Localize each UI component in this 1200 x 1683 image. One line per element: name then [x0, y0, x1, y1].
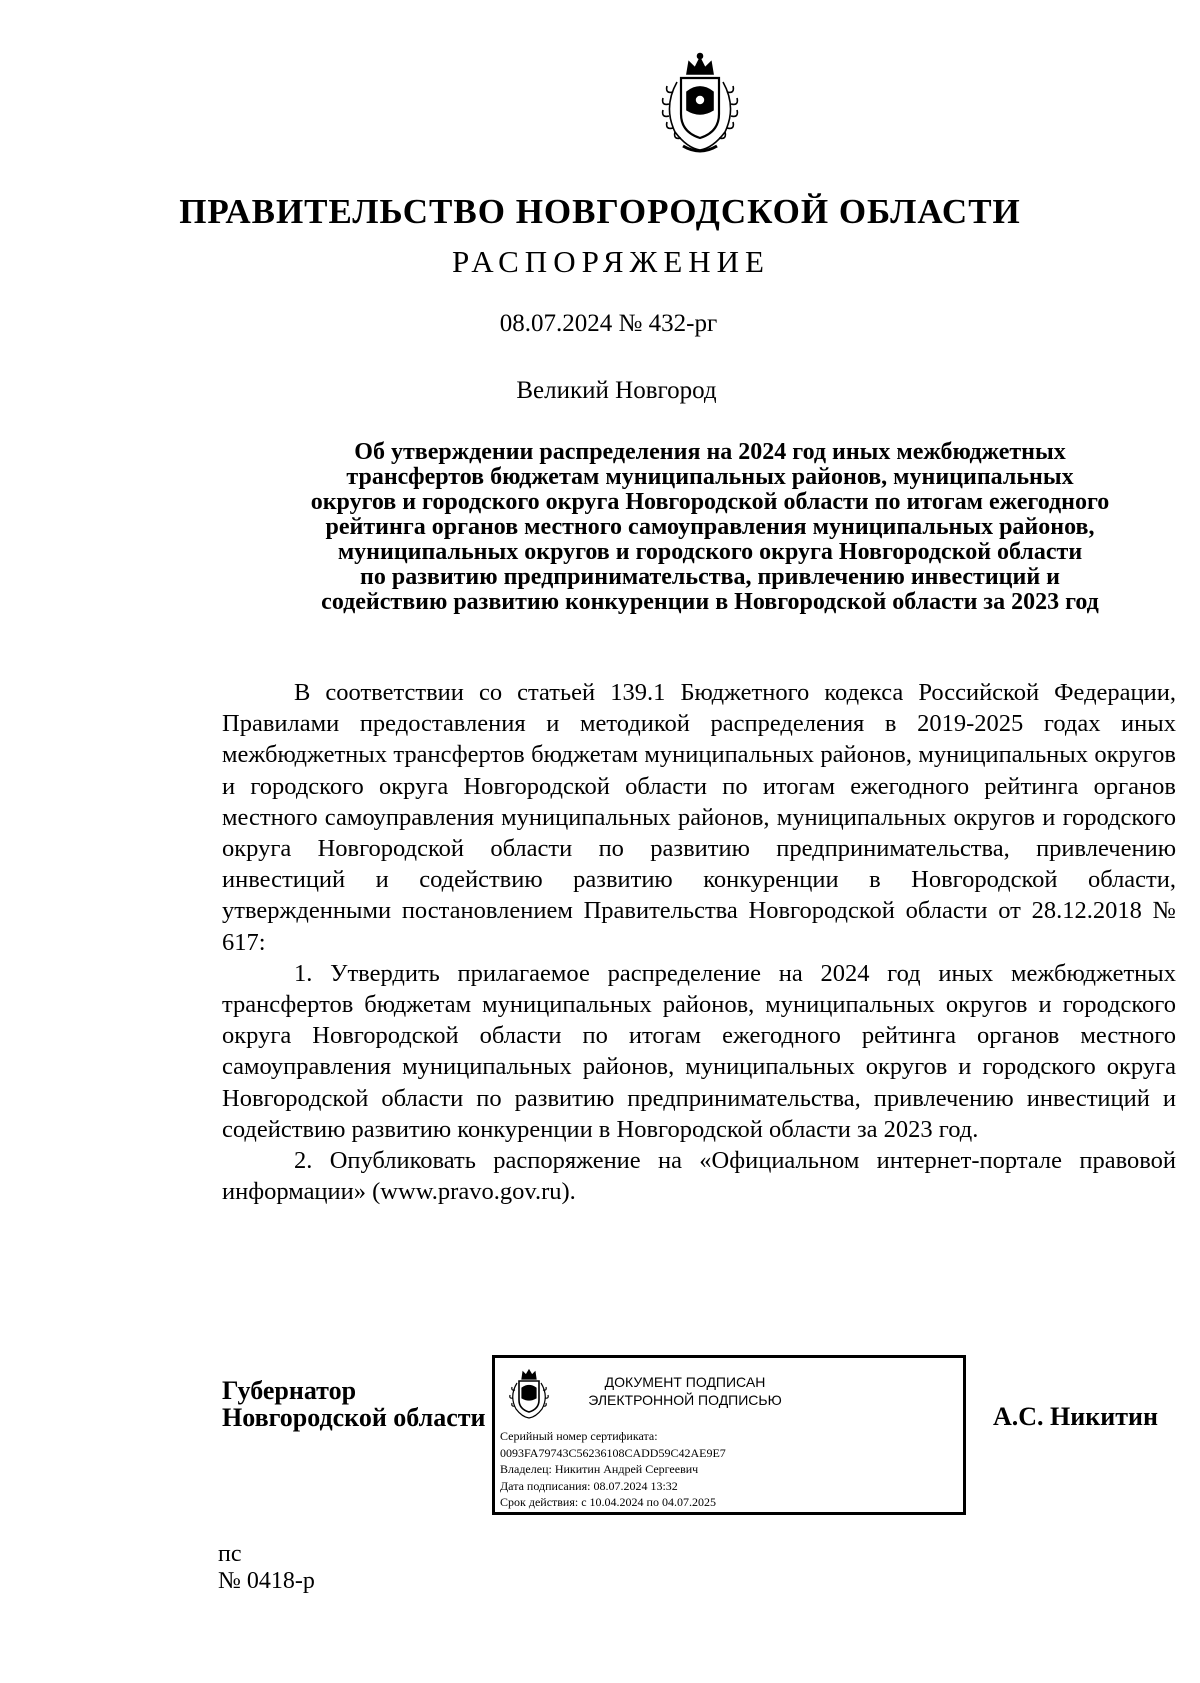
coat-of-arms-icon — [653, 52, 747, 158]
footer-note — [218, 1541, 315, 1595]
electronic-signature-stamp — [492, 1355, 966, 1515]
title-line: округов и городского округа Новгородской области по итогам ежегодного — [310, 489, 1110, 515]
title-line: по развитию предпринимательства, привлечению инвестиций и — [360, 564, 1060, 590]
document-title — [210, 440, 1200, 615]
title-line: Об утверждении распределения на 2024 год иных межбюджетных — [354, 439, 1066, 465]
document-body — [222, 677, 1176, 1207]
item-1-paragraph: 1. Утвердить прилагаемое распределение на 2024 год иных межбюджетных трансфертов бюджетам муниципальных районов, муниципальных округов и городского округа Новгородской области по итогам ежегодного рейтинга органов местного самоуправления муниципальных районов, муниципальных округов и городского округа Новгородской области по развитию предпринимательства, привлечению инвестиций и содействию развитию конкуренции в Новгородской области за 2023 год. — [222, 959, 1176, 1143]
organization-name: ПРАВИТЕЛЬСТВО НОВГОРОДСКОЙ ОБЛАСТИ — [179, 192, 1021, 231]
title-line: трансфертов бюджетам муниципальных районов, муниципальных — [346, 464, 1074, 490]
esign-serial-label: Серийный номер сертификата: — [500, 1429, 658, 1443]
signatory-position-line2: Новгородской области — [222, 1403, 486, 1432]
item-2-paragraph: 2. Опубликовать распоряжение на «Официальном интернет-портале правовой информации» (www.pravo.gov.ru). — [222, 1147, 1176, 1206]
document-type: РАСПОРЯЖЕНИЕ — [452, 244, 770, 279]
document-city: Великий Новгород — [516, 377, 717, 404]
esign-serial-number: 0093FA79743C56236108CADD59C42AE9E7 — [500, 1445, 726, 1460]
preamble-paragraph: В соответствии со статьей 139.1 Бюджетного кодекса Российской Федерации, Правилами предоставления и методикой распределения в 2019-2025 годах иных межбюджетных трансфертов бюджетам муниципальных районов, муниципальных округов и городского округа Новгородской области по итогам ежегодного рейтинга органов местного самоуправления муниципальных районов, муниципальных округов и городского округа Новгородской области по развитию предпринимательства, привлечению инвестиций и содействию развитию конкуренции в Новгородской области, утвержденными постановлением Правительства Новгородской области от 28.12.2018 № 617: — [222, 679, 1176, 956]
title-line: муниципальных округов и городского округа Новгородской области — [337, 539, 1083, 565]
footer-note-line1: пс — [218, 1541, 242, 1567]
title-line: содействию развитию конкуренции в Новгородской области за 2023 год — [321, 589, 1099, 615]
esign-owner: Владелец: Никитин Андрей Сергеевич — [500, 1462, 699, 1476]
title-line: рейтинга органов местного самоуправления муниципальных районов, — [325, 514, 1095, 540]
esign-heading-line2: ЭЛЕКТРОННОЙ ПОДПИСЬЮ — [588, 1392, 782, 1408]
footer-note-line2: № 0418-р — [218, 1568, 315, 1594]
esign-heading — [565, 1373, 805, 1409]
esign-details — [500, 1428, 726, 1511]
signatory-position — [222, 1377, 486, 1431]
coat-of-arms-icon — [505, 1368, 553, 1422]
signatory-position-line1: Губернатор — [222, 1376, 357, 1405]
document-date-number: 08.07.2024 № 432-рг — [499, 310, 718, 337]
esign-signed-date: Дата подписания: 08.07.2024 13:32 — [500, 1478, 678, 1493]
esign-validity: Срок действия: с 10.04.2024 по 04.07.2025 — [500, 1495, 716, 1509]
signatory-name: А.С. Никитин — [993, 1402, 1158, 1431]
esign-heading-line1: ДОКУМЕНТ ПОДПИСАН — [604, 1374, 766, 1390]
